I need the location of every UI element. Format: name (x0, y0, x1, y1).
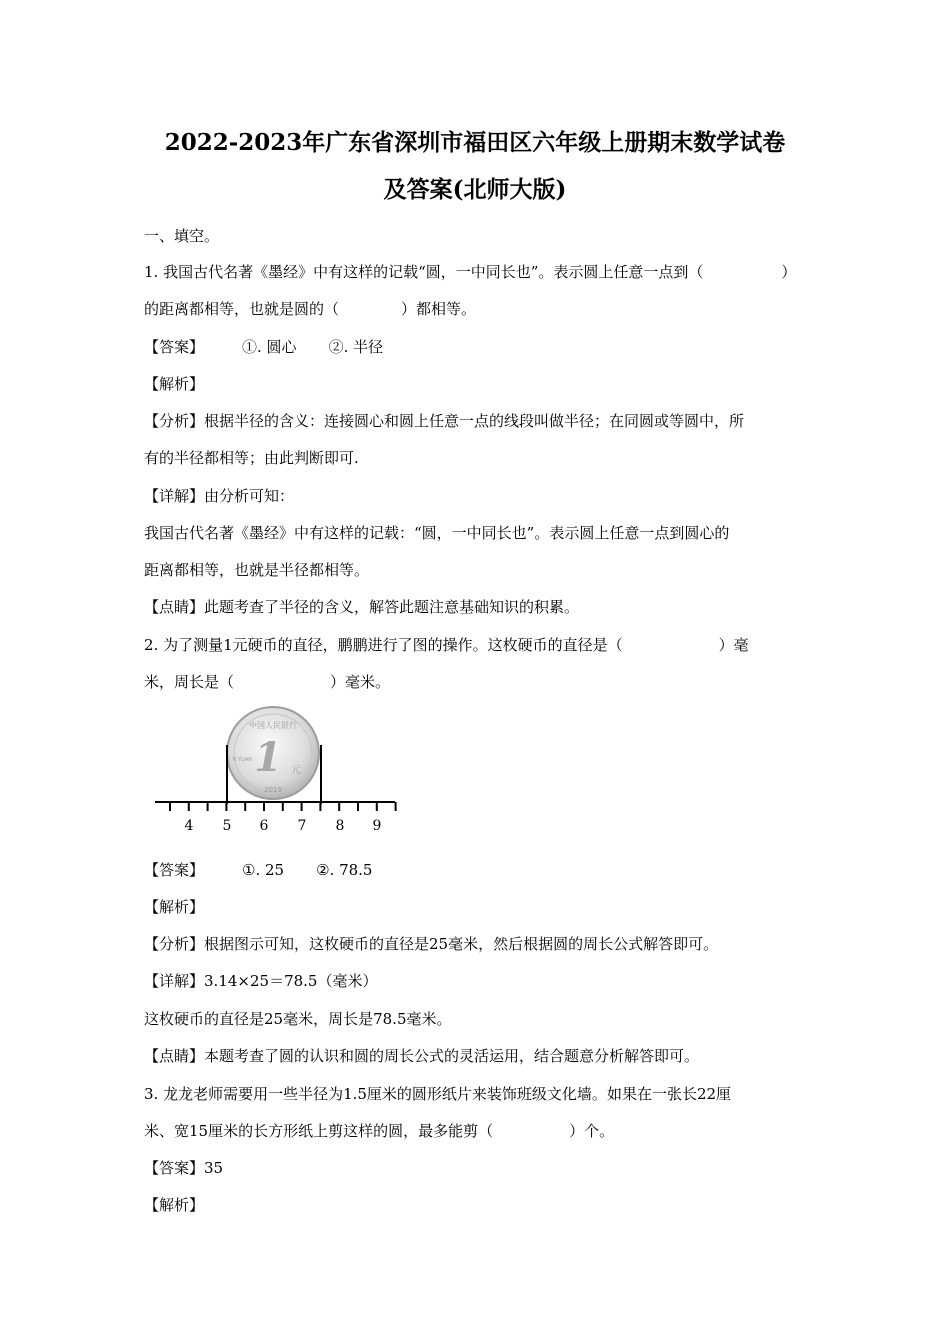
q2-fenxi (144, 934, 718, 954)
q2-answer (144, 860, 372, 880)
q1-xiangjie-text: 由分析可知： (204, 487, 295, 505)
q2-dianjing (144, 1046, 699, 1066)
q1-text-b: ） (781, 263, 797, 281)
q2-body: 这枚硬币的直径是25毫米，周长是78.5毫米。 (144, 1010, 452, 1028)
q3-text-a: 米、宽15厘米的长方形纸上剪这样的圆，最多能剪（ (144, 1122, 494, 1140)
q1-body-line-1: 我国古代名著《墨经》中有这样的记载：“圆，一中同长也”。表示圆上任意一点到圆心的 (144, 524, 730, 542)
q1-answer-1: ①. 圆心 (242, 338, 297, 356)
coin-side-text: YI YUAN (232, 757, 252, 763)
q3-answer-value: 35 (204, 1159, 224, 1177)
ruler-label: 4 (184, 818, 194, 834)
q2-stem-line-2 (144, 672, 390, 692)
ruler-label: 9 (372, 818, 382, 834)
answer-tag: 【答案】 (144, 861, 205, 879)
q2-xiangjie-text: 3.14×25＝78.5（毫米） (204, 972, 378, 990)
q1-answer-2: ②. 半径 (328, 338, 384, 356)
coin-value: 1 (254, 734, 282, 781)
q1-jiexi: 【解析】 (144, 375, 205, 393)
q3-text-b: ）个。 (569, 1122, 615, 1140)
coin-ruler-figure (150, 703, 400, 838)
q1-text-c: 的距离都相等，也就是圆的（ (144, 300, 340, 318)
coin-top-text: 中国人民银行 (249, 721, 297, 730)
dianjing-tag: 【点睛】 (144, 1047, 205, 1065)
q2-text-d: ）毫米。 (330, 673, 391, 691)
answer-tag: 【答案】 (144, 1159, 205, 1177)
q2-xiangjie (144, 971, 377, 991)
section-heading: 一、填空。 (144, 227, 220, 245)
q1-answer (144, 337, 383, 357)
q1-dianjing-text: 此题考查了半径的含义，解答此题注意基础知识的积累。 (204, 598, 580, 616)
q1-fenxi-text: 根据半径的含义：连接圆心和圆上任意一点的线段叫做半径；在同圆或等圆中，所 (204, 412, 745, 430)
q1-xiangjie (144, 486, 294, 506)
q1-stem-line-1 (144, 262, 796, 282)
ruler-label: 6 (259, 818, 269, 834)
q3-stem-line-2 (144, 1121, 614, 1141)
q2-answer-1: ①. 25 (242, 861, 285, 879)
answer-tag: 【答案】 (144, 338, 205, 356)
q2-text-c: 米，周长是（ (144, 673, 235, 691)
coin-unit: 元 (291, 765, 301, 776)
q3-jiexi: 【解析】 (144, 1196, 205, 1214)
ruler-label: 5 (222, 818, 232, 834)
q2-answer-2: ②. 78.5 (316, 861, 373, 879)
document-title-line-2: 及答案(北师大版) (383, 176, 567, 203)
coin-year: 2019 (264, 786, 282, 794)
document-title-line-1: 2022-2023年广东省深圳市福田区六年级上册期末数学试卷 (164, 129, 786, 156)
q2-stem-line-1 (144, 635, 749, 655)
q1-text-d: ）都相等。 (401, 300, 477, 318)
q3-stem-line-1: 3. 龙龙老师需要用一些半径为1.5厘米的圆形纸片来装饰班级文化墙。如果在一张长22厘 (144, 1085, 732, 1103)
q1-text-a: 1. 我国古代名著《墨经》中有这样的记载“圆，一中同长也”。表示圆上任意一点到（ (144, 263, 704, 281)
ruler-label: 8 (335, 818, 345, 834)
fenxi-tag: 【分析】 (144, 935, 205, 953)
fenxi-tag: 【分析】 (144, 412, 205, 430)
q1-fenxi-line-2: 有的半径都相等；由此判断即可. (144, 449, 359, 467)
q1-fenxi-line-1 (144, 411, 744, 431)
q1-stem-line-2 (144, 299, 476, 319)
ruler (155, 802, 396, 811)
dianjing-tag: 【点睛】 (144, 598, 205, 616)
q2-text-b: ）毫 (718, 636, 749, 654)
q2-jiexi: 【解析】 (144, 898, 205, 916)
q2-dianjing-text: 本题考查了圆的认识和圆的周长公式的灵活运用，结合题意分析解答即可。 (204, 1047, 700, 1065)
coin-image (227, 707, 319, 799)
q3-answer (144, 1158, 223, 1178)
xiangjie-tag: 【详解】 (144, 487, 205, 505)
q1-body-line-2: 距离都相等，也就是半径都相等。 (144, 561, 370, 579)
q1-dianjing (144, 597, 579, 617)
ruler-label: 7 (297, 818, 307, 834)
q2-text-a: 2. 为了测量1元硬币的直径，鹏鹏进行了图的操作。这枚硬币的直径是（ (144, 636, 623, 654)
xiangjie-tag: 【详解】 (144, 972, 205, 990)
q2-fenxi-text: 根据图示可知，这枚硬币的直径是25毫米，然后根据圆的周长公式解答即可。 (204, 935, 719, 953)
